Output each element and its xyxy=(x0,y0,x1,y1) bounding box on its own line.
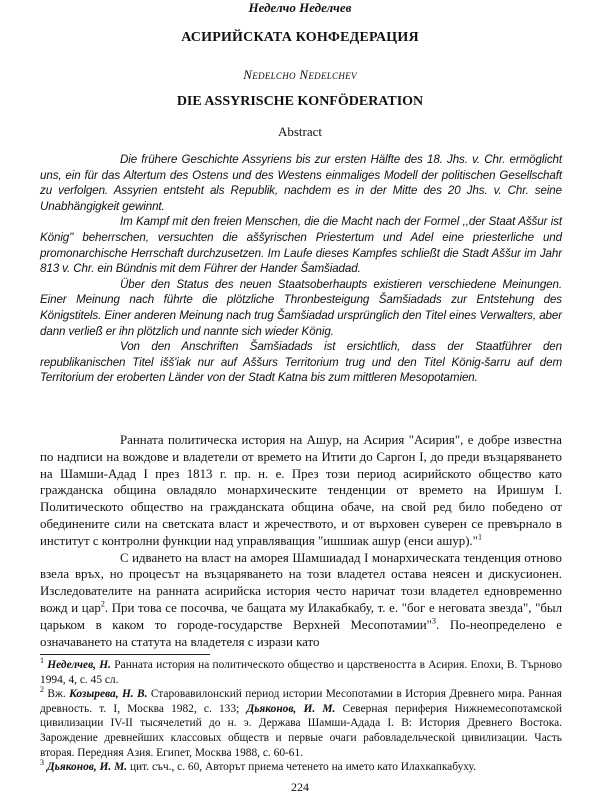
abstract-text xyxy=(40,152,562,386)
body-paragraph-text: Ранната политическа история на Ашур, на Асирия "Асирия", е добре известна по надписи на вождове и владетели от времето на Итити до Саргон I, до преди възцаряването на Шамши-Адад I през 1813 г. пр. н. е. През този период асирийското общество като гражданска община овладяло монархическите тенденции от времето на Иришум I. Политическото общество на гражданската община обаче, на свой ред било победено от обединените сили на светската власт и жречеството, и от върховен суверен се превърнало в институт с контролни функции над управляващия "ишшиак ашур (енси ашур)." xyxy=(40,433,562,548)
page-number: 224 xyxy=(291,780,309,794)
footnote-text: Северная периферия Нижнемесопотамской цивилизации IV-II тысячелетий до н. э. Держава Шамши-Адада I. В: История Древнего Востока. Зарождение древнейших классовых обществ и первые очаги рабовладельческой цивилизации. Часть вторая. Передняя Азия. Египет, Москва 1988, с. 60-61. xyxy=(40,702,562,759)
author-name-bulgarian: Неделчо Неделчев xyxy=(248,0,352,15)
footnote-separator xyxy=(40,654,210,655)
footnote-author: Дьяконов, И. М. xyxy=(46,761,128,774)
abstract-paragraph: Von den Anschriften Šamšiadads ist ersichtlich, dass der Staatführer den republikanischen Titel išš'iak nur auf Aššurs Territorium trug und den Titel König-šarru auf dem Territorium der eroberten Länder von der Stadt Katna bis zum mittleren Mesopotamien. xyxy=(40,340,562,385)
footnote-author: Неделчев, Н. xyxy=(47,659,112,671)
footnote-ref: 1 xyxy=(478,532,482,542)
footnote-text: цит. съч., с. 60, Авторът приема четенето на името като Илахкапкабуху. xyxy=(127,761,476,774)
footnote-author: Дьяконов, И. М. xyxy=(246,702,336,715)
abstract-paragraph: Über den Status des neuen Staatsoberhaupts existieren verschiedene Meinungen. Einer Meinung nach führte die plötzliche Thronbesteigung Šamšiadads zur Entstehung des Königstitels. Einer anderen Meinung nach trug Šamšiadad ursprünglich den Titel eines Verwalters, aber dann verließ er ihn plötzlich und nannte sich wieder König. xyxy=(40,277,562,338)
body-text xyxy=(40,432,562,650)
body-paragraph-text: . При това се посочва, че бащата му Илакабкабу, т. е. "бог е неговата звезда", "был царьком в каком то городе-государстве Верхней Месопотамии" xyxy=(40,600,563,632)
footnote-number: 3 xyxy=(40,758,44,768)
footnote xyxy=(40,658,562,687)
body-paragraph-text: . По-неопределено е означаването на статута на владетеля с изрази като xyxy=(40,617,562,649)
footnote-prefix: Вж. xyxy=(44,688,70,701)
abstract-paragraph: Die frühere Geschichte Assyriens bis zur ersten Hälfte des 18. Jhs. v. Chr. ermöglicht uns, ein für das Altertum des Ostens und des Westens einmaliges Modell der politischen Gesellschaft zu verfolgen. Assyrien entsteht als Republik, nachdem es in der Mitte des 20 Jhs. v. Chr. seine Unabhängigkeit gewinnt. xyxy=(40,153,562,213)
body-paragraph xyxy=(40,432,562,550)
footnote xyxy=(40,687,562,760)
title-german: DIE ASSYRISCHE KONFÖDERATION xyxy=(176,94,424,109)
abstract-heading: Abstract xyxy=(277,124,323,139)
footnote-ref: 2 xyxy=(100,599,105,609)
body-paragraph xyxy=(40,550,562,651)
footnote-author: Козырева, Н. В. xyxy=(69,688,148,701)
footnote-ref: 3 xyxy=(431,616,436,626)
title-bulgarian: АСИРИЙСКАТА КОНФЕДЕРАЦИЯ xyxy=(181,30,419,45)
footnote-number: 2 xyxy=(40,685,44,695)
abstract-paragraph: Im Kampf mit den freien Menschen, die die Macht nach der Formel ,,der Staat Aššur ist König'' beherrschen, versuchten die aššyrischen Priestertum und Adel eine priesterliche und promonarchische Herrschaft durchzusetzen. Im Laufe dieses Kampfes schließt die Stadt Aššur im Jahr 813 v. Chr. ein Bündnis mit dem Führer der Hander Šamšiadad. xyxy=(40,215,562,276)
author-name-latin: Nedelcho Nedelchev xyxy=(243,67,357,82)
footnote-text: Ранната история на политическото общество и царствеността в Асирия. Епохи, В. Търново 1994, 4, с. 45 сл. xyxy=(40,659,562,686)
footnote-text: Старовавилонский период истории Месопотамии в История Древнего мира. Ранная древность. т. I, Москва 1982, с. 133; xyxy=(40,688,562,715)
body-paragraph-text: С идването на власт на аморея Шамшиадад I монархическата тенденция отново взела връх, но процесът на възцаряването на този владетел остава неясен и дискусионен. Изследователите на ранната асирийска история често наричат този владетел едновременно вожд и цар xyxy=(40,550,562,615)
footnotes xyxy=(40,658,562,775)
footnote-number: 1 xyxy=(40,656,44,666)
footnote xyxy=(40,760,562,775)
